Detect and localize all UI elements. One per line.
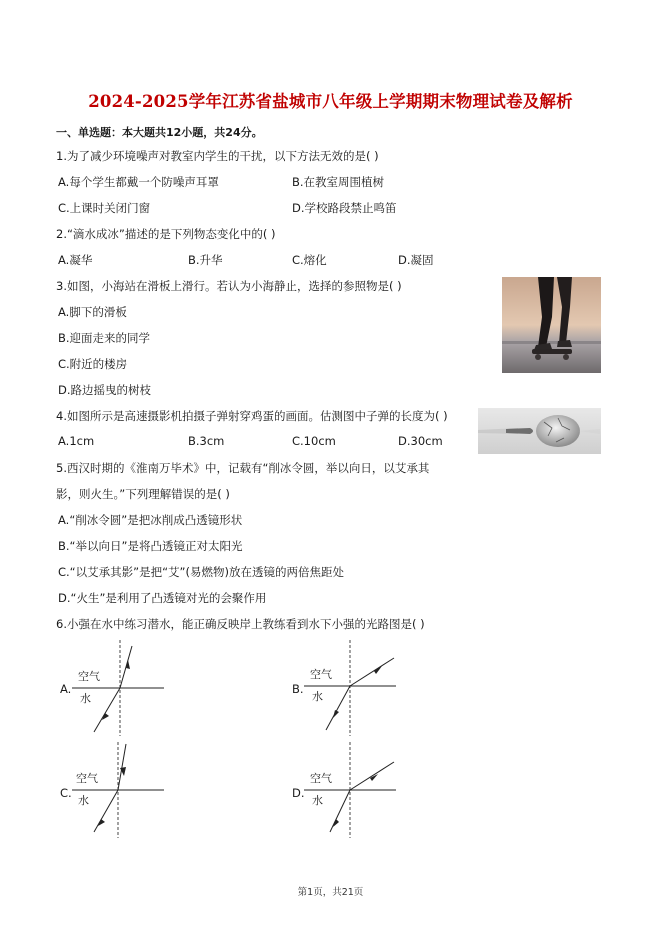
page-footer: 第1页，共21页 — [297, 887, 364, 898]
q3-option-b: B.迎面走来的同学 — [58, 331, 151, 345]
bullet-egg-photo — [478, 408, 601, 454]
q4-option-a: A.1cm — [58, 434, 95, 448]
question-2-stem: 2.“滴水成冰”描述的是下列物态变化中的( ) — [56, 227, 276, 241]
q6-diagram-b — [304, 640, 404, 740]
q6-option-a-label: A. — [60, 682, 72, 696]
q1-option-d: D.学校路段禁止鸣笛 — [292, 201, 397, 215]
page-title: 2024-2025学年江苏省盐城市八年级上学期期末物理试卷及解析 — [88, 92, 573, 111]
question-4-stem: 4.如图所示是高速摄影机拍摄子弹射穿鸡蛋的画面。估测图中子弹的长度为( ) — [56, 409, 448, 423]
q3-option-c: C.附近的楼房 — [58, 357, 128, 371]
skateboard-photo — [502, 277, 601, 373]
q6-option-d-label: D. — [292, 786, 305, 800]
q4-option-d: D.30cm — [398, 434, 443, 448]
q6b-arrow-lower — [333, 710, 339, 718]
q4-option-b: B.3cm — [188, 434, 225, 448]
q5-option-a: A.“削冰令圆”是把冰削成凸透镜形状 — [58, 513, 243, 527]
q3-option-a: A.脚下的滑板 — [58, 305, 127, 319]
q6-diagram-c — [72, 742, 172, 842]
q5-option-b: B.“举以向日”是将凸透镜正对太阳光 — [58, 539, 243, 553]
question-6-stem: 6.小强在水中练习潜水，能正确反映岸上教练看到水下小强的光路图是( ) — [56, 617, 425, 631]
q6-diagram-a — [72, 640, 172, 740]
q6d-air-label: 空气 — [310, 772, 332, 785]
q3-option-d: D.路边摇曳的树枝 — [58, 383, 152, 397]
question-5-stem-line2: 影，则火生。”下列理解错误的是( ) — [56, 487, 230, 501]
q6a-water-label: 水 — [80, 692, 91, 705]
q5-option-d: D.“火生”是利用了凸透镜对光的会聚作用 — [58, 591, 267, 605]
q2-option-d: D.凝固 — [398, 253, 434, 267]
q1-option-c: C.上课时关闭门窗 — [58, 201, 151, 215]
q6d-water-label: 水 — [312, 794, 323, 807]
q6b-air-label: 空气 — [310, 668, 332, 681]
section-heading: 一、单选题：本大题共12小题，共24分。 — [56, 126, 263, 139]
q6c-air-label: 空气 — [76, 772, 98, 785]
q2-option-c: C.熔化 — [292, 253, 327, 267]
q1-option-a: A.每个学生都戴一个防噪声耳罩 — [58, 175, 219, 189]
q1-option-b: B.在教室周围植树 — [292, 175, 385, 189]
q4-option-c: C.10cm — [292, 434, 336, 448]
question-3-stem: 3.如图，小海站在滑板上滑行。若认为小海静止，选择的参照物是( ) — [56, 279, 402, 293]
q6c-water-label: 水 — [78, 794, 89, 807]
q6-option-b-label: B. — [292, 682, 304, 696]
q6b-water-label: 水 — [312, 690, 323, 703]
q2-option-a: A.凝华 — [58, 253, 93, 267]
question-5-stem-line1: 5.西汉时期的《淮南万毕术》中，记载有“削冰令圆，举以向日，以艾承其 — [56, 461, 430, 475]
question-1-stem: 1.为了减少环境噪声对教室内学生的干扰，以下方法无效的是( ) — [56, 149, 379, 163]
q6-diagram-d — [304, 742, 404, 842]
q6a-air-label: 空气 — [78, 670, 100, 683]
q2-option-b: B.升华 — [188, 253, 223, 267]
q6-option-c-label: C. — [60, 786, 72, 800]
q5-option-c: C.“以艾承其影”是把“艾”(易燃物)放在透镜的两倍焦距处 — [58, 565, 344, 579]
